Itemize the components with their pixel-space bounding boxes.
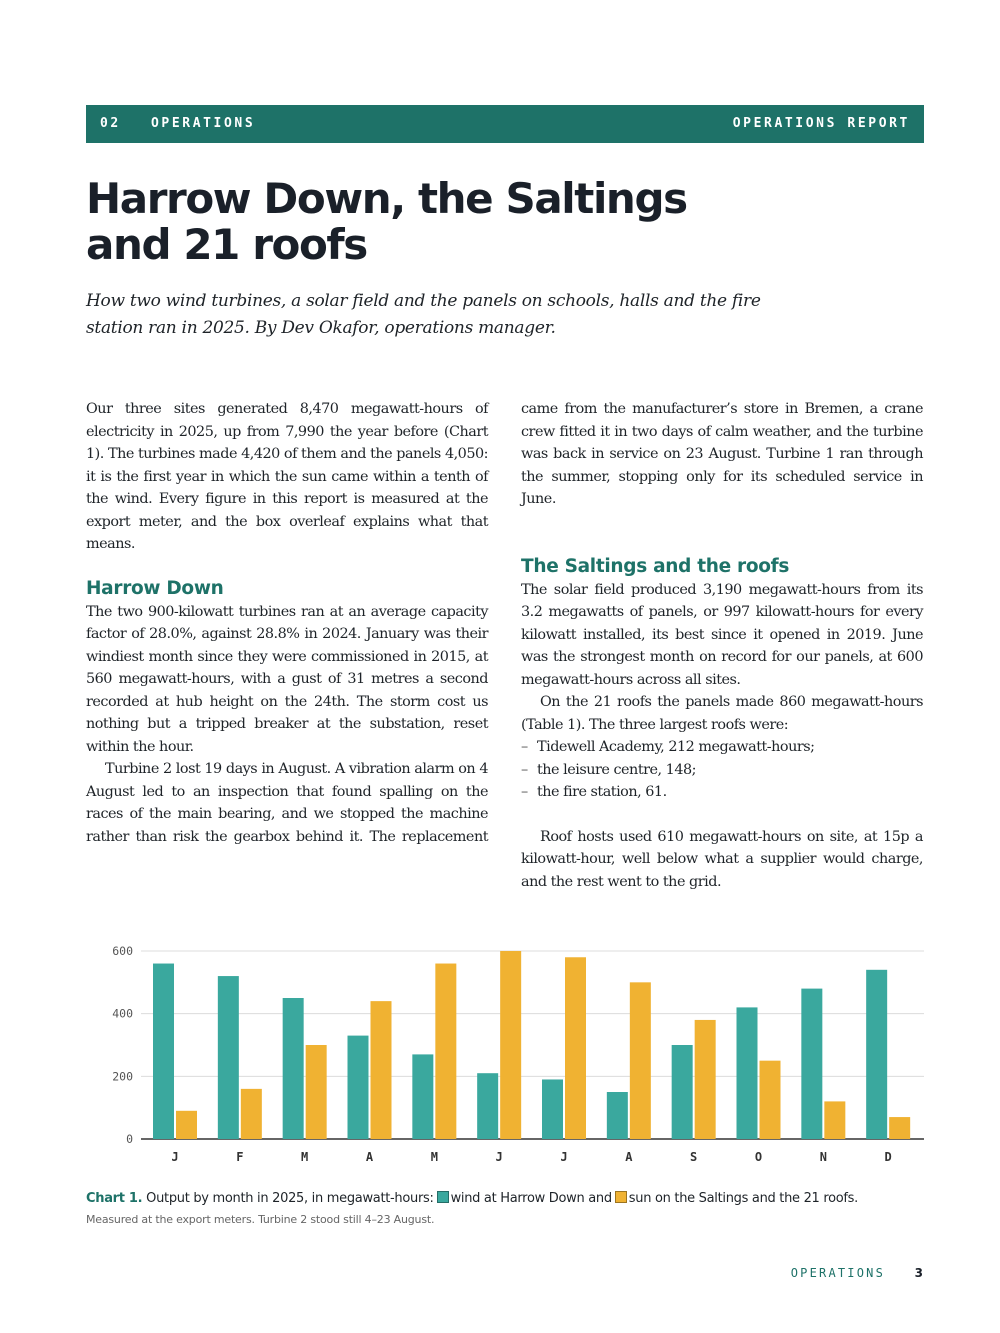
wind-bar xyxy=(672,1045,693,1139)
sun-bar xyxy=(889,1117,910,1139)
caption-sun: sun on the Saltings and the 21 roofs. xyxy=(628,1191,858,1206)
monthly-output-chart xyxy=(86,935,926,1175)
caption-wind: wind at Harrow Down and xyxy=(450,1191,612,1206)
intro-paragraph: Our three sites generated 8,470 megawatt-hours of electricity in 2025, up from 7,990 the year before (Chart 1). The turbines made 4,420 of them and the panels 4,050: it is the first year in which the sun came within a tenth of the wind. Every figure in this report is measured at the export meter, and the box overleaf explains what that means. xyxy=(86,401,488,552)
section-header-bar xyxy=(86,105,924,143)
list-item: – the leisure centre, 148; xyxy=(521,761,696,778)
sun-bar xyxy=(630,982,651,1139)
month-tick-label: F xyxy=(236,1150,244,1164)
sun-swatch-icon xyxy=(615,1191,627,1203)
wind-swatch-icon xyxy=(437,1191,449,1203)
body-column-left xyxy=(86,398,488,848)
sun-bar xyxy=(176,1111,197,1139)
caption-label: Chart 1. xyxy=(86,1191,143,1206)
sun-bar xyxy=(306,1045,327,1139)
month-tick-label: J xyxy=(560,1150,568,1164)
saltings-paragraph-2: On the 21 roofs the panels made 860 megawatt-hours (Table 1). The three largest roofs were: xyxy=(521,694,923,733)
sun-bar xyxy=(435,964,456,1139)
page-title xyxy=(86,176,846,268)
page-number: 3 xyxy=(914,1266,923,1280)
month-tick-label: J xyxy=(171,1150,179,1164)
y-tick-label: 200 xyxy=(112,1069,133,1084)
saltings-heading: The Saltings and the roofs xyxy=(521,555,790,577)
month-tick-label: D xyxy=(884,1150,892,1164)
month-tick-label: J xyxy=(495,1150,503,1164)
sun-bar xyxy=(500,951,521,1139)
sun-bar xyxy=(565,957,586,1139)
wind-bar xyxy=(801,989,822,1139)
chart-caption xyxy=(86,1190,924,1208)
sun-bar xyxy=(760,1061,781,1139)
footer-label: OPERATIONS xyxy=(790,1266,885,1280)
section-name: OPERATIONS xyxy=(151,116,256,131)
title-line-1: Harrow Down, the Saltings xyxy=(86,174,687,223)
standfirst: How two wind turbines, a solar field and the panels on schools, halls and the fire station ran in 2025. By Dev Okafor, operations manager. xyxy=(86,291,761,338)
wind-bar xyxy=(218,976,239,1139)
month-tick-label: A xyxy=(625,1150,633,1164)
sun-bar xyxy=(241,1089,262,1139)
caption-text: Output by month in 2025, in megawatt-hours: xyxy=(146,1191,434,1206)
section-number: 02 xyxy=(100,116,121,131)
report-name: OPERATIONS REPORT xyxy=(732,116,910,131)
list-item: – Tidewell Academy, 212 megawatt-hours; xyxy=(521,739,815,755)
wind-bar xyxy=(477,1073,498,1139)
month-tick-label: N xyxy=(819,1150,827,1164)
harrow-paragraph-1: The two 900-kilowatt turbines ran at an average capacity factor of 28.0%, against 28.8% in 2024. January was their windiest month since they were commissioned in 2015, at 560 megawatt-hours, with a gust of 31 metres a second recorded at hub height on the 24th. The storm cost us nothing but a tripped breaker at the substation, reset within the hour. xyxy=(86,603,488,755)
wind-bar xyxy=(348,1036,369,1139)
wind-bar xyxy=(412,1054,433,1139)
harrow-paragraph-2-continued: came from the manufacturer’s store in Bremen, a crane crew fitted it in two days of calm weather, and the turbine was back in service on 23 August. Turbine 1 ran through the summer, stopping only for its scheduled service in June. xyxy=(521,401,923,507)
harrow-paragraph-2: Turbine 2 lost 19 days in August. A vibration alarm on 4 August led to an inspection that found spalling on the races of the main bearing, and we stopped the machine rather than risk the gearbox behind it. The replacement xyxy=(86,761,488,845)
sun-bar xyxy=(695,1020,716,1139)
body-column-right xyxy=(521,398,923,893)
month-tick-label: M xyxy=(301,1150,309,1164)
sun-bar xyxy=(824,1101,845,1139)
wind-bar xyxy=(283,998,304,1139)
month-tick-label: S xyxy=(690,1150,698,1164)
month-tick-label: O xyxy=(754,1150,763,1164)
sun-bar xyxy=(371,1001,392,1139)
wind-bar xyxy=(607,1092,628,1139)
saltings-paragraph-1: The solar field produced 3,190 megawatt-hours from its 3.2 megawatts of panels, or 997 kilowatt-hours for every kilowatt installed, its best since it opened in 2019. June was the strongest month on record for our panels, at 600 megawatt-hours across all sites. xyxy=(521,581,923,688)
y-tick-label: 0 xyxy=(126,1132,133,1146)
y-tick-label: 600 xyxy=(112,944,133,958)
roofs-list xyxy=(521,736,923,804)
month-tick-label: M xyxy=(430,1150,438,1164)
month-tick-label: A xyxy=(365,1150,374,1164)
wind-bar xyxy=(866,970,887,1139)
wind-bar xyxy=(153,964,174,1139)
saltings-paragraph-3: Roof hosts used 610 megawatt-hours on site, at 15p a kilowatt-hour, well below what a supplier would charge, and the rest went to the grid. xyxy=(521,828,923,890)
list-item: – the fire station, 61. xyxy=(521,784,667,800)
harrow-heading: Harrow Down xyxy=(86,577,224,599)
chart-note: Measured at the export meters. Turbine 2 stood still 4–23 August. xyxy=(86,1213,435,1226)
title-line-2: and 21 roofs xyxy=(86,220,367,269)
wind-bar xyxy=(737,1007,758,1139)
wind-bar xyxy=(542,1079,563,1139)
y-tick-label: 400 xyxy=(112,1006,133,1021)
